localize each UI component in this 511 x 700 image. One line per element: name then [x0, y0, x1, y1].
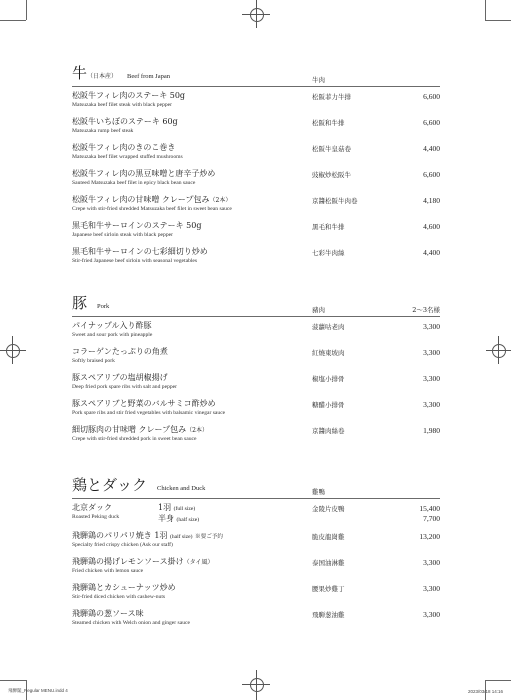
item-chinese-name: 七彩牛肉絲	[312, 249, 345, 257]
item-name: 北京ダック	[72, 503, 112, 512]
full-size-label: 1羽 (full size)	[158, 503, 196, 512]
registration-mark-left	[0, 336, 26, 364]
item-description: Steamed chicken with Welch onion and ginger sauce	[72, 620, 190, 626]
item-name: コラーゲンたっぷりの角煮	[72, 347, 168, 356]
item-description: Pork spare ribs and stir fried vegetables with balsamic vinegar sauce	[72, 410, 226, 416]
item-description: Deep fried pork spare ribs with salt and pepper	[72, 384, 178, 390]
item-price: 4,400	[423, 248, 440, 257]
item-description: Matsuzaka beef filet steak with black pepper	[72, 102, 173, 108]
trim-mark	[485, 680, 511, 681]
item-chinese-name: 松阪和牛排	[312, 119, 345, 127]
item-chinese-name: 脆皮龍崗雞	[312, 533, 345, 541]
menu-item	[72, 117, 440, 143]
trim-mark	[0, 20, 26, 21]
item-name: 飛騨鶏の揚げレモンソース掛け（タイ風）	[72, 557, 214, 566]
menu-item	[72, 143, 440, 169]
menu-item	[72, 557, 440, 583]
item-price: 1,980	[423, 426, 440, 435]
menu-item	[72, 373, 440, 399]
item-price-half: 7,700	[423, 514, 440, 523]
item-description: Roasted Peking duck	[72, 514, 120, 520]
item-description: Stir-fried Japanese beef sirloin with seasonal vegetables	[72, 258, 198, 264]
item-description: Softly braised pork	[72, 358, 115, 364]
item-description: Specialty fried crispy chicken (Ask our staff)	[72, 542, 173, 548]
item-name: 松阪牛フィレ肉の黒豆味噌と唐辛子炒め	[72, 169, 216, 178]
section-chinese-title: 雞鴨	[312, 488, 325, 496]
item-chinese-name: 京醬松阪牛肉卷	[312, 197, 358, 205]
item-name: 松阪牛いちぼのステーキ 60g	[72, 117, 178, 126]
item-price: 3,300	[423, 558, 440, 567]
menu-item	[72, 425, 440, 451]
print-slug-file: 飛騨閣_Regular MENU.indd 4	[8, 688, 68, 693]
item-price: 3,300	[423, 322, 440, 331]
item-chinese-name: 京醬肉絲卷	[312, 427, 345, 435]
item-description: Matsuzaka rump beef steak	[72, 128, 134, 134]
pork-section	[72, 294, 440, 451]
menu-item	[72, 195, 440, 221]
chicken-duck-section	[72, 476, 440, 635]
registration-mark-right	[486, 336, 511, 364]
menu-item	[72, 91, 440, 117]
item-price: 3,300	[423, 584, 440, 593]
section-chinese-title: 豬肉	[312, 306, 325, 314]
item-description: Crepe with stir-fried shredded Matsuzaka beef filet in sweet bean sauce	[72, 206, 232, 212]
item-price: 3,300	[423, 400, 440, 409]
item-description: Stir-fried diced chicken with cashew-nuts	[72, 594, 166, 600]
section-title: 牛（日本産） Beef from Japan	[72, 64, 170, 82]
item-description: Japanese beef sirloin steak with black pepper	[72, 232, 173, 238]
item-price: 6,600	[423, 118, 440, 127]
item-description: Fried chicken with lemon sauce	[72, 568, 144, 574]
trim-mark	[485, 20, 511, 21]
item-chinese-name: 腰果炒雞丁	[312, 585, 345, 593]
item-name: パイナップル入り酢豚	[72, 321, 152, 330]
item-name: 豚スペアリブと野菜のバルサミコ酢炒め	[72, 399, 216, 408]
item-description: Matsuzaka beef filet wrapped stuffed mushrooms	[72, 154, 183, 160]
section-chinese-title: 牛肉	[312, 76, 325, 84]
section-header	[72, 64, 440, 87]
item-price: 4,600	[423, 222, 440, 231]
item-chinese-name: 糖醋小排骨	[312, 401, 345, 409]
menu-item	[72, 347, 440, 373]
menu-item	[72, 247, 440, 273]
item-name: 細切豚肉の甘味噌 クレープ包み（2本）	[72, 425, 208, 434]
menu-item	[72, 321, 440, 347]
item-chinese-name: 菠蘿咕老肉	[312, 323, 345, 331]
menu-item-peking-duck	[72, 503, 440, 531]
item-chinese-name: 泰国油淋雞	[312, 559, 345, 567]
menu-item	[72, 169, 440, 195]
item-price: 3,300	[423, 374, 440, 383]
item-name: 黒毛和牛サーロインのステーキ 50g	[72, 221, 202, 230]
item-chinese-name: 松阪牛皇菇卷	[312, 145, 351, 153]
item-price: 6,600	[423, 170, 440, 179]
item-name: 松阪牛フィレ肉のステーキ 50g	[72, 91, 186, 100]
item-name: 黒毛和牛サーロインの七彩細切り炒め	[72, 247, 208, 256]
beef-section	[72, 64, 440, 273]
item-price-full: 15,400	[419, 504, 440, 513]
item-name: 飛騨鶏の葱ソース味	[72, 609, 144, 618]
item-name: 飛騨鶏のパリパリ焼き 1羽 (half size) ※要ご予約	[72, 531, 224, 540]
trim-mark	[0, 680, 26, 681]
item-chinese-name: 豉椒炒松阪牛	[312, 171, 351, 179]
item-price: 13,200	[419, 532, 440, 541]
menu-item	[72, 399, 440, 425]
serving-size-note: 2～3名様	[412, 306, 440, 314]
item-name: 松阪牛フィレ肉の甘味噌 クレープ包み（2本）	[72, 195, 232, 204]
item-price: 4,180	[423, 196, 440, 205]
section-header	[72, 294, 440, 317]
print-slug-date: 2023/03/18 14:16	[467, 689, 503, 694]
item-name: 豚スペアリブの塩胡椒揚げ	[72, 373, 168, 382]
registration-mark-top	[242, 0, 270, 28]
section-title: 豚 Pork	[72, 294, 110, 312]
trim-mark	[26, 0, 27, 20]
item-name: 松阪牛フィレ肉のきのこ巻き	[72, 143, 176, 152]
registration-mark-bottom	[242, 670, 270, 700]
item-description: Sweet and sour pork with pineapple	[72, 332, 153, 338]
item-price: 3,300	[423, 348, 440, 357]
item-chinese-name: 紅燒東坡肉	[312, 349, 345, 357]
menu-item	[72, 221, 440, 247]
item-chinese-name: 黑毛和牛排	[312, 223, 345, 231]
item-description: Sauteed Matsuzaka beef filet in epicy black bean sauce	[72, 180, 196, 186]
section-title: 鶏とダック Chicken and Duck	[72, 476, 206, 494]
trim-mark	[485, 0, 486, 20]
menu-item	[72, 609, 440, 635]
item-price: 4,400	[423, 144, 440, 153]
item-chinese-name: 金陵片皮鴨	[312, 505, 345, 513]
item-price: 6,600	[423, 92, 440, 101]
menu-item	[72, 583, 440, 609]
half-size-label: 半身 (half size)	[158, 514, 200, 523]
item-chinese-name: 飛騨葱油雞	[312, 611, 345, 619]
section-header	[72, 476, 440, 499]
item-price: 3,300	[423, 610, 440, 619]
item-name: 飛騨鶏とカシューナッツ炒め	[72, 583, 176, 592]
item-description: Crepe with stir-fried shredded pork in sweet bean sauce	[72, 436, 197, 442]
item-chinese-name: 松阪菲力牛排	[312, 93, 351, 101]
item-chinese-name: 椒塩小排骨	[312, 375, 345, 383]
menu-item	[72, 531, 440, 557]
